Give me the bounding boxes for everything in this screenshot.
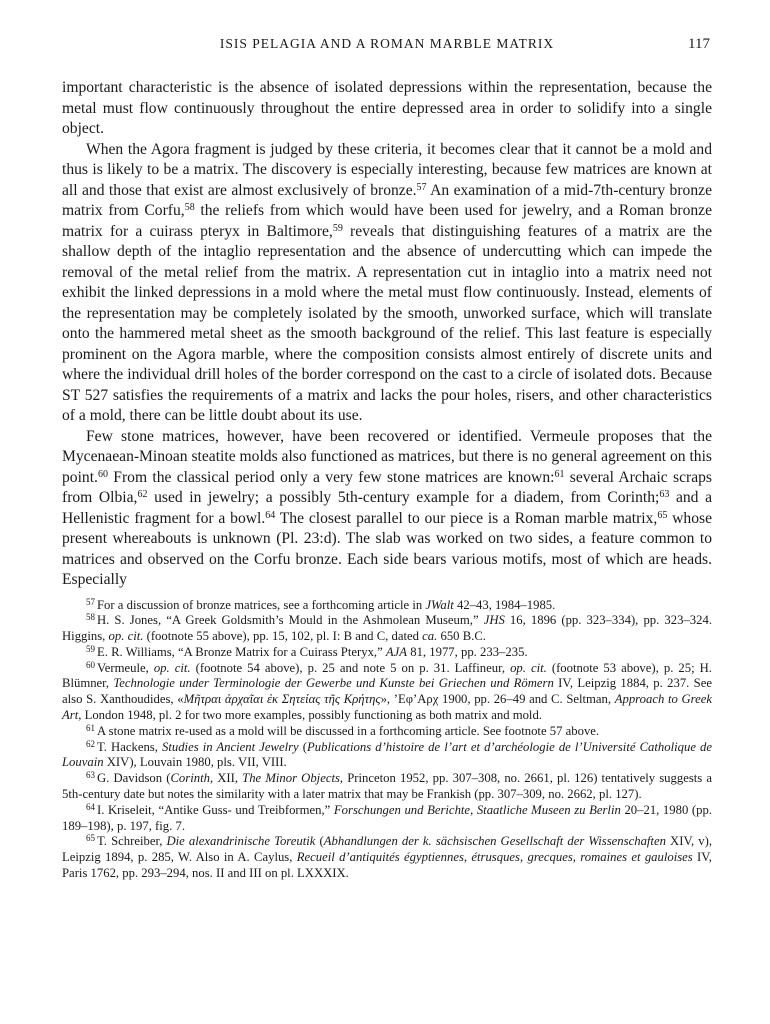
footnote-italic: The Minor Objects — [242, 771, 340, 786]
footnote-italic: Corinth — [170, 771, 210, 786]
paragraph-text: From the classical period only a very few stone matrices are known: — [107, 468, 555, 486]
footnote-italic: Μῆτραι ἀρχαῖαι ἐκ Σητείας τῆς Κρήτης — [183, 692, 381, 707]
footnote-italic: op. cit. — [153, 660, 191, 675]
footnote-text: Vermeule, — [97, 660, 154, 675]
paragraph-text: several Archaic scraps from Olbia, — [62, 468, 712, 506]
footnote-italic: op. cit. — [510, 660, 547, 675]
footnote-text: », ’Εφ’Αρχ 1900, pp. 26–49 and C. Seltman, — [380, 692, 615, 707]
paragraph-text: the reliefs from which would have been used for jewelry, and a Roman bronze matrix for a cuirass pteryx in Baltimore, — [62, 202, 713, 240]
footnote-text: E. R. Williams, “A Bronze Matrix for a Cuirass Pteryx,” — [97, 644, 386, 659]
running-head: ISIS PELAGIA AND A ROMAN MARBLE MATRIX — [219, 36, 555, 51]
footnote-58 — [62, 613, 712, 645]
footnote-61 — [62, 724, 712, 740]
footnote-italic: op. cit. — [108, 629, 144, 644]
footnote-text: For a discussion of bronze matrices, see a forthcoming article in — [97, 597, 426, 612]
paragraph-text: An examination of a mid-7th-century bronze matrix from Corfu, — [62, 181, 712, 219]
paragraph-text: important characteristic is the absence of isolated depressions within the representation, because the metal must flow continuously throughout the entire depressed area in order to solidify into a single object. — [62, 79, 712, 137]
footnote-text: IV, Leipzig 1884, p. 237. See also S. Xanthoudides, « — [62, 676, 712, 707]
footnote-text: 81, 1977, pp. 233–235. — [407, 644, 528, 659]
footnote-text: XIV, v), Leipzig 1894, p. 285, W. Also in A. Caylus, — [62, 834, 712, 865]
footnote-ref[interactable]: 57 — [416, 181, 427, 193]
footnote-text: , XII, — [209, 771, 243, 786]
footnote-text: (footnote 53 above), p. 25; H. Blümner, — [62, 660, 712, 691]
footnote-italic: ca. — [422, 629, 438, 644]
footnote-italic: JHS — [483, 613, 505, 628]
footnote-italic: Technologie under Terminologie der Gewerbe und Kunste bei Griechen und Römern — [113, 676, 554, 691]
footnote-italic: Publications d’histoire de l’art et d’archéologie de l’Université Catholique de Louvain — [62, 739, 712, 770]
footnote-text: T. Schreiber, — [97, 834, 167, 849]
body-text — [62, 78, 712, 591]
paragraph-1 — [62, 78, 712, 140]
footnote-64 — [62, 803, 712, 835]
footnote-italic: Recueil d’antiquités égyptiennes, étrusques, grecques, romaines et gauloises — [296, 850, 693, 865]
page-header — [62, 34, 712, 58]
footnote-ref[interactable]: 59 — [332, 222, 343, 234]
footnote-text: G. Davidson ( — [97, 771, 171, 786]
paragraph-2 — [62, 140, 712, 427]
footnote-ref[interactable]: 62 — [137, 489, 148, 500]
footnote-text: IV, Paris 1762, pp. 293–294, nos. II and III on pl. LXXXIX. — [62, 850, 712, 881]
footnote-italic: Abhandlungen der k. sächsischen Gesellschaft der Wissenschaften — [323, 834, 666, 849]
footnote-number: 59 — [86, 643, 95, 654]
footnote-text: T. Hackens, — [97, 739, 162, 754]
footnote-text: 20–21, 1980 (pp. 189–198), p. 197, fig. 7. — [62, 802, 712, 833]
footnote-number: 62 — [86, 738, 95, 749]
paragraph-text: Few stone matrices, however, have been recovered or identified. Vermeule proposes that the Mycenaean-Minoan steatite molds also functioned as matrices, but there is no general agreement on this point. — [62, 427, 712, 486]
footnote-italic: AJA — [385, 644, 408, 659]
footnote-65 — [62, 834, 712, 881]
footnote-italic: Die alexandrinische Toreutik — [166, 834, 316, 849]
footnote-number: 64 — [86, 801, 95, 812]
footnote-italic: JWalt — [425, 597, 454, 612]
footnotes — [62, 598, 712, 882]
paragraph-text: and a Hellenistic fragment for a bowl. — [62, 489, 712, 527]
paragraph-text: used in jewelry; a possibly 5th-century example for a diadem, from Corinth; — [147, 489, 660, 506]
paragraph-text: reveals that distinguishing features of a matrix are the shallow depth of the intaglio representation and the absence of undercutting which can impede the removal of the metal relief from the matrix. A representation cut in intaglio into a matrix need not exhibit the linked depressions in a mold where the metal must flow continuously. Instead, elements of the representation may be completely isolated by the smooth, unworked surface, which will translate onto the hammered metal sheet as the smooth background of the relief. This last feature is especially prominent on the Agora marble, where the composition consists almost entirely of discrete units and where the individual drill holes of the border correspond on the cast to a circle of isolated dots. Because ST 527 satisfies the requirements of a matrix and lacks the pour holes, risers, and other characteristics of a mold, there can be little doubt about its use. — [62, 222, 712, 424]
footnote-ref[interactable]: 63 — [659, 489, 670, 500]
footnote-ref[interactable]: 58 — [184, 202, 195, 213]
footnote-text: I. Kriseleit, “Antike Guss- und Treibformen,” — [97, 802, 334, 817]
footnote-number: 61 — [86, 722, 95, 733]
footnote-62 — [62, 740, 712, 772]
footnote-number: 60 — [86, 659, 95, 670]
footnote-italic: Forschungen und Berichte, Staatliche Museen zu Berlin — [333, 802, 621, 817]
footnote-number: 65 — [86, 833, 95, 844]
paragraph-text: whose present whereabouts is unknown (Pl. 23:d). The slab was worked on two sides, a feature common to matrices and observed on the Corfu bronze. Each side bears various motifs, most of which are heads. Especially — [62, 509, 712, 588]
footnote-text: H. S. Jones, “A Greek Goldsmith’s Mould in the Ashmolean Museum,” — [97, 613, 484, 628]
footnote-number: 58 — [86, 612, 95, 623]
footnote-text: A stone matrix re-used as a mold will be discussed in a forthcoming article. See footnote 57 above. — [97, 723, 600, 738]
footnote-text: 16, 1896 (pp. 323–334), pp. 323–324. Higgins, — [62, 613, 712, 644]
footnote-number: 57 — [86, 596, 95, 607]
footnote-text: (footnote 55 above), pp. 15, 102, pl. I: B and C, dated — [143, 629, 423, 644]
paragraph-text: When the Agora fragment is judged by these criteria, it becomes clear that it cannot be a mold and thus is likely to be a matrix. The discovery is especially interesting, because few matrices are known at all and those that exist are almost exclusively of bronze. — [62, 140, 712, 199]
footnote-italic: Studies in Ancient Jewelry — [161, 739, 299, 754]
footnote-number: 63 — [86, 770, 95, 781]
footnote-text: 650 B.C. — [437, 629, 486, 644]
footnote-italic: Approach to Greek Art — [62, 692, 712, 723]
footnote-ref[interactable]: 65 — [657, 509, 668, 521]
footnote-57 — [62, 598, 712, 614]
footnote-text: (footnote 54 above), p. 25 and note 5 on p. 31. Laffineur, — [190, 660, 511, 675]
footnote-ref[interactable]: 64 — [265, 509, 276, 521]
paragraph-3 — [62, 427, 712, 591]
page-number: 117 — [688, 36, 710, 52]
footnote-text: , London 1948, pl. 2 for two more examples, possibly functioning as both matrix and mold. — [78, 708, 542, 723]
footnote-text: XIV), Louvain 1980, pls. VII, VIII. — [103, 755, 287, 770]
footnote-text: ( — [315, 834, 324, 849]
footnote-text: 42–43, 1984–1985. — [453, 597, 556, 612]
footnote-ref[interactable]: 60 — [97, 468, 108, 480]
footnote-text: ( — [298, 739, 308, 754]
footnote-60 — [62, 661, 712, 724]
footnote-63 — [62, 771, 712, 803]
footnote-ref[interactable]: 61 — [554, 468, 565, 480]
footnote-59 — [62, 645, 712, 661]
footnote-text: , Princeton 1952, pp. 307–308, no. 2661, pl. 126) tentatively suggests a 5th-century date but notes the similarity with a later matrix that may be Frankish (pp. 307–309, no. 2662, pl. 127). — [62, 771, 712, 802]
document-page — [62, 34, 712, 882]
paragraph-text: The closest parallel to our piece is a Roman marble matrix, — [275, 509, 658, 527]
